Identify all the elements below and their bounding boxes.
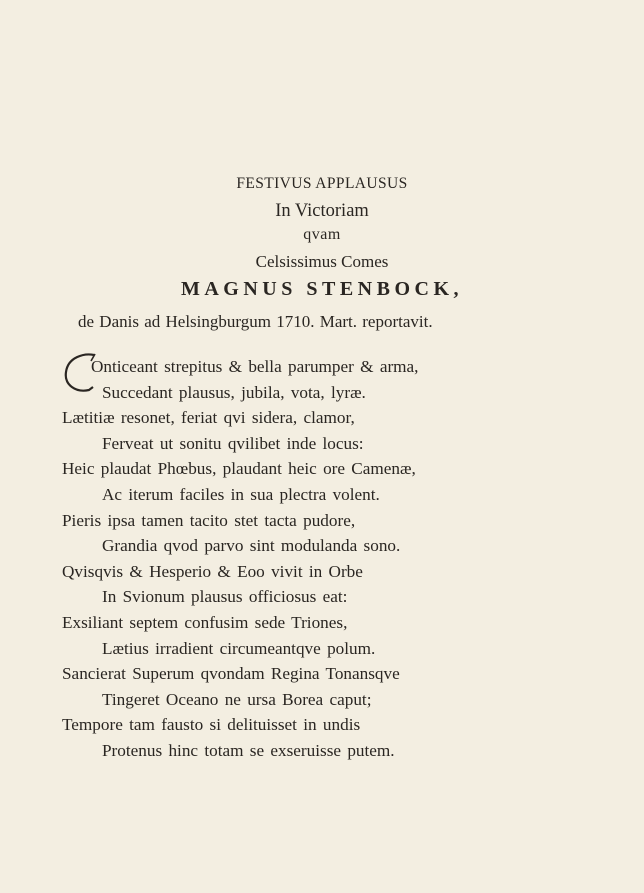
heading-title: FESTIVUS APPLAUSUS [236, 175, 408, 192]
poem-line: Succedant plausus, jubila, vota, lyræ. [102, 382, 366, 402]
poem-line: Protenus hinc totam se exseruisse putem. [102, 740, 395, 760]
heading-celsissimus: Celsissimus Comes [255, 252, 389, 271]
heading-subtitle: In Victoriam [275, 201, 369, 221]
poem-line: Grandia qvod parvo sint modulanda sono. [102, 536, 401, 556]
poem-line: In Svionum plausus officiosus eat: [102, 587, 348, 607]
poem-line: Exsiliant septem confusim sede Triones, [62, 612, 348, 632]
poem-line: Tempore tam fausto si delituisset in undis [62, 715, 361, 735]
poem-line: Heic plaudat Phœbus, plaudant heic ore Camenæ, [62, 459, 416, 479]
poem-line: Pieris ipsa tamen tacito stet tacta pudore, [62, 510, 356, 530]
poem-line: Onticeant strepitus & bella parumper & arma, [91, 357, 419, 376]
poem-line: Ferveat ut sonitu qvilibet inde locus: [102, 433, 364, 453]
poem-line: Qvisqvis & Hesperio & Eoo vivit in Orbe [62, 561, 363, 581]
heading-dedication: de Danis ad Helsingburgum 1710. Mart. reportavit. [78, 312, 433, 331]
heading-name: MAGNUS STENBOCK, [180, 278, 464, 300]
poem-line: Lætius irradient circumeantqve polum. [102, 638, 376, 658]
poem-line: Ac iterum faciles in sua plectra volent. [102, 484, 380, 504]
poem-line: Tingeret Oceano ne ursa Borea caput; [102, 689, 372, 709]
poem-line: Lætitiæ resonet, feriat qvi sidera, clamor, [62, 408, 355, 428]
poem [62, 354, 532, 764]
poem-line: Sancierat Superum qvondam Regina Tonansqve [62, 664, 400, 684]
heading-qvam: qvam [303, 226, 341, 243]
